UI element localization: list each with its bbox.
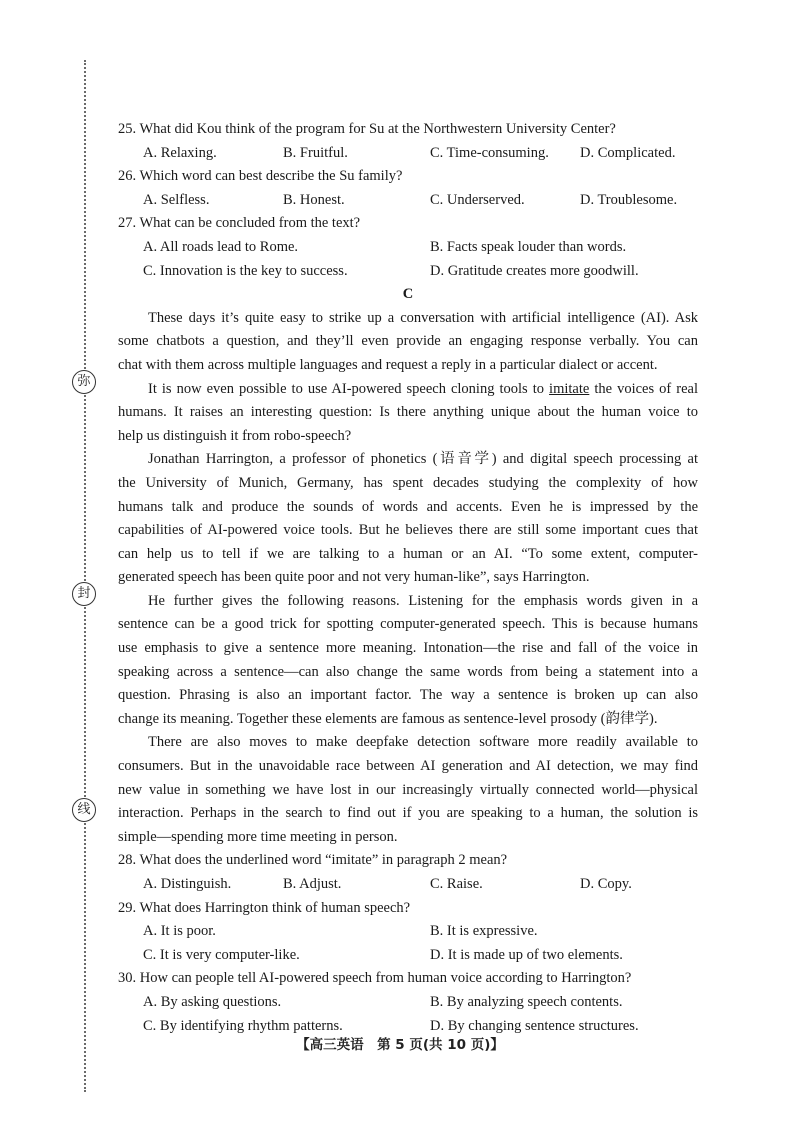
- question-25-options: [118, 142, 698, 166]
- passage-line: help us distinguish it from robo-speech?: [118, 427, 352, 444]
- question-28-stem: 28. What does the underlined word “imitate” in paragraph 2 mean?: [118, 852, 508, 869]
- option-27-d: D. Gratitude creates more goodwill.: [430, 262, 639, 279]
- passage-line: change its meaning. Together these elements are famous as sentence-level prosody (韵律学).: [118, 710, 658, 727]
- option-30-c: C. By identifying rhythm patterns.: [143, 1017, 343, 1034]
- passage-line: generated speech has been quite poor and not very human-like”, says Harrington.: [118, 569, 590, 586]
- passage-line: humans talk and produce the sounds of words and accents. Even he is impressed by the: [118, 498, 698, 515]
- passage-c: [118, 307, 698, 850]
- passage-line: humans. It raises an interesting question: Is there anything unique about the human voice to: [118, 404, 698, 421]
- passage-text: It is now even possible to use AI-powered speech cloning tools to: [148, 380, 545, 397]
- passage-line: chat with them across multiple languages and request a reply in a particular dialect or accent.: [118, 356, 658, 373]
- question-29-options-row2: [118, 944, 698, 968]
- passage-line: use emphasis to give a sentence more meaning. Intonation—the rise and fall of the voice in: [118, 640, 698, 657]
- option-29-d: D. It is made up of two elements.: [430, 946, 623, 963]
- option-27-a: A. All roads lead to Rome.: [143, 238, 299, 255]
- binding-dotted-line: [84, 60, 86, 1092]
- option-29-c: C. It is very computer-like.: [143, 946, 300, 963]
- option-27-b: B. Facts speak louder than words.: [430, 238, 627, 255]
- option-30-d: D. By changing sentence structures.: [430, 1017, 639, 1034]
- passage-line: interaction. Perhaps in the search to find out if you are speaking to a human, the solution is: [118, 805, 698, 822]
- page-footer: 【高三英语 第 5 页(共 10 页)】: [296, 1037, 504, 1053]
- question-28-options: [118, 873, 698, 897]
- passage-line: These days it’s quite easy to strike up a conversation with artificial intelligence (AI). Ask: [148, 309, 698, 326]
- passage-line: some chatbots a question, and they’ll even provide an engaging response verbally. You can: [118, 333, 698, 350]
- passage-line: Jonathan Harrington, a professor of phonetics (语音学) and digital speech processing at: [148, 451, 698, 468]
- question-29-options-row1: [118, 920, 698, 944]
- seal-mi-icon: 弥: [72, 370, 96, 394]
- option-28-b: B. Adjust.: [283, 876, 342, 892]
- option-30-a: A. By asking questions.: [143, 993, 282, 1010]
- question-27-options-row2: [118, 260, 698, 284]
- passage-line: speaking across a sentence—can also change the same words from being a statement into a: [118, 663, 698, 680]
- option-28-d: D. Copy.: [580, 876, 632, 892]
- option-28-a: A. Distinguish.: [143, 876, 232, 892]
- option-28-c: C. Raise.: [430, 876, 483, 892]
- passage-line: There are also moves to make deepfake detection software more readily available to: [148, 734, 698, 751]
- question-30-options-row1: [118, 991, 698, 1015]
- passage-line: sentence can be a good trick for spotting computer-generated speech. This is because humans: [118, 616, 698, 633]
- underlined-word-imitate: imitate: [549, 380, 590, 397]
- passage-line: simple—spending more time meeting in person.: [118, 828, 398, 845]
- passage-line-with-underline: [118, 378, 698, 402]
- passage-line: can help us to tell if we are talking to a human or an AI. “To some extent, computer-: [118, 545, 698, 562]
- section-c-heading: C: [402, 286, 414, 303]
- option-27-c: C. Innovation is the key to success.: [143, 262, 348, 279]
- seal-xian-icon: 线: [72, 798, 96, 822]
- passage-line: the University of Munich, Germany, has spent decades studying the complexity of how: [118, 474, 698, 491]
- option-26-a: A. Selfless.: [143, 191, 210, 208]
- passage-line: consumers. But in the unavoidable race between AI generation and AI detection, we may find: [118, 758, 698, 775]
- passage-line: new value in something we have lost in our increasingly virtually connected world—physical: [118, 781, 698, 798]
- passage-line: He further gives the following reasons. Listening for the emphasis words given in a: [148, 592, 698, 609]
- question-26-options: [118, 189, 698, 213]
- question-27-stem: 27. What can be concluded from the text?: [118, 215, 361, 232]
- question-27-options-row1: [118, 236, 698, 260]
- option-26-b: B. Honest.: [283, 191, 345, 208]
- seal-feng-icon: 封: [72, 582, 96, 606]
- question-26-stem: 26. Which word can best describe the Su family?: [118, 168, 403, 185]
- option-26-d: D. Troublesome.: [580, 191, 678, 208]
- passage-text: the voices of real: [594, 380, 698, 397]
- option-29-b: B. It is expressive.: [430, 923, 538, 940]
- option-30-b: B. By analyzing speech contents.: [430, 993, 623, 1010]
- exam-page: [118, 118, 698, 1038]
- question-25-stem: 25. What did Kou think of the program for Su at the Northwestern University Center?: [118, 121, 616, 137]
- option-29-a: A. It is poor.: [143, 923, 216, 940]
- option-26-c: C. Underserved.: [430, 191, 525, 208]
- question-30-stem: 30. How can people tell AI-powered speech from human voice according to Harrington?: [118, 970, 632, 987]
- option-25-c: C. Time-consuming.: [430, 144, 549, 161]
- option-25-b: B. Fruitful.: [283, 144, 348, 161]
- option-25-a: A. Relaxing.: [143, 144, 217, 161]
- passage-line: question. Phrasing is also an important factor. The way a sentence is broken up can also: [118, 687, 698, 704]
- passage-line: capabilities of AI-powered voice tools. But he believes there are still some important cues that: [118, 522, 698, 539]
- option-25-d: D. Complicated.: [580, 144, 676, 161]
- question-29-stem: 29. What does Harrington think of human speech?: [118, 899, 411, 916]
